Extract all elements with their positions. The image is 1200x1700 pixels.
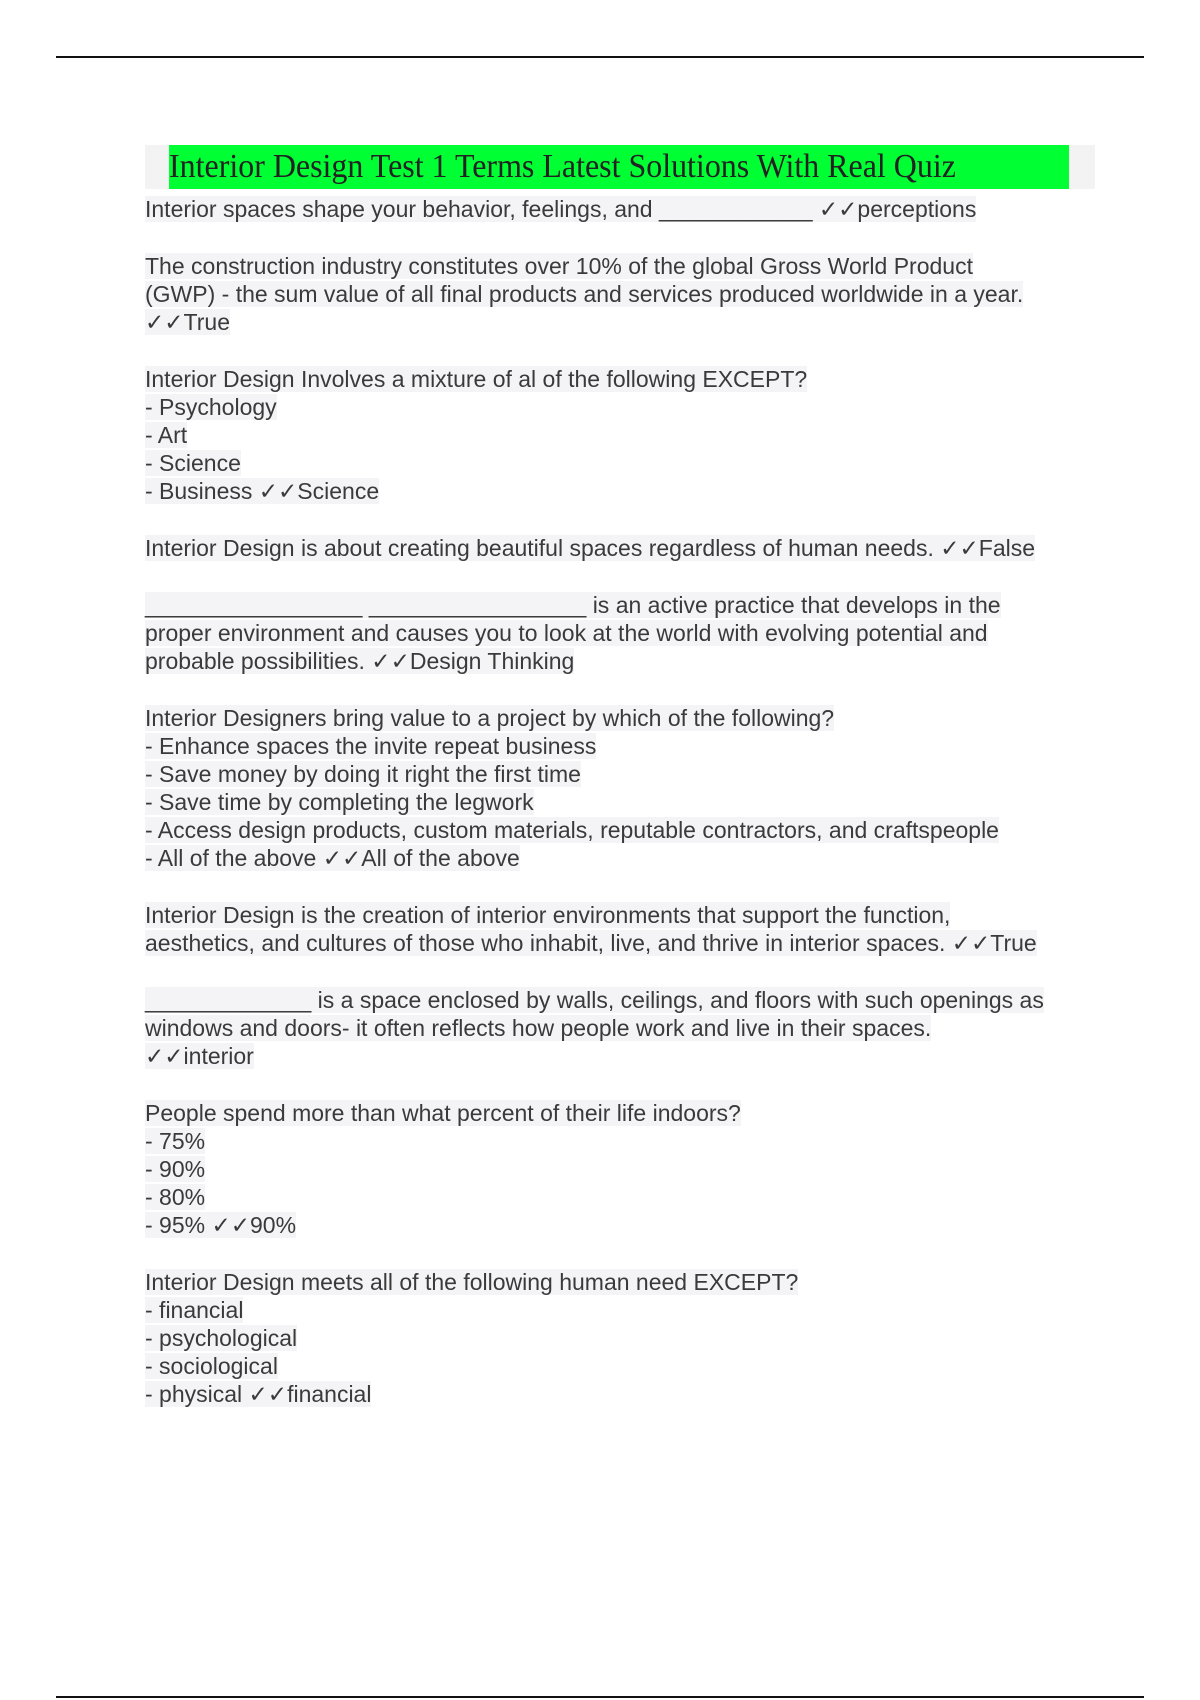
answer-line: - Business ✓✓Science xyxy=(145,478,380,504)
question-6 xyxy=(145,704,1095,872)
answer-line: - physical ✓✓financial xyxy=(145,1381,372,1407)
question-10 xyxy=(145,1268,1095,1408)
question-line: proper environment and causes you to look at the world with evolving potential and xyxy=(145,620,988,646)
question-line: The construction industry constitutes over 10% of the global Gross World Product xyxy=(145,253,973,279)
question-line: windows and doors- it often reflects how people work and live in their spaces. xyxy=(145,1015,932,1041)
question-9 xyxy=(145,1099,1095,1239)
question-2 xyxy=(145,252,1095,336)
document-body xyxy=(145,145,1095,1408)
question-line: Interior Design is about creating beautiful spaces regardless of human needs. ✓✓False xyxy=(145,535,1036,561)
question-line: (GWP) - the sum value of all final products and services produced worldwide in a year. xyxy=(145,281,1024,307)
answer-line: - All of the above ✓✓All of the above xyxy=(145,845,520,871)
option-line: - Access design products, custom materials, reputable contractors, and craftspeople xyxy=(145,817,999,843)
question-5 xyxy=(145,591,1095,675)
option-line: - sociological xyxy=(145,1353,278,1379)
question-line: _________________ _________________ is an active practice that develops in the xyxy=(145,592,1001,618)
question-line: People spend more than what percent of their life indoors? xyxy=(145,1100,741,1126)
option-line: - Science xyxy=(145,450,241,476)
document-title: Interior Design Test 1 Terms Latest Solutions With Real Quiz xyxy=(169,145,1069,189)
question-line: Interior Designers bring value to a project by which of the following? xyxy=(145,705,835,731)
question-line: Interior spaces shape your behavior, feelings, and ____________ ✓✓perceptions xyxy=(145,196,977,222)
question-line: Interior Design Involves a mixture of al of the following EXCEPT? xyxy=(145,366,808,392)
question-1 xyxy=(145,195,1095,223)
option-line: - 75% xyxy=(145,1128,206,1154)
option-line: - 80% xyxy=(145,1184,206,1210)
question-4 xyxy=(145,534,1095,562)
question-line: Interior Design is the creation of interior environments that support the function, xyxy=(145,902,951,928)
answer-line: aesthetics, and cultures of those who inhabit, live, and thrive in interior spaces. ✓✓True xyxy=(145,930,1037,956)
question-3 xyxy=(145,365,1095,505)
option-line: - 90% xyxy=(145,1156,206,1182)
answer-line: ✓✓True xyxy=(145,309,230,335)
question-8 xyxy=(145,986,1095,1070)
option-line: - Psychology xyxy=(145,394,277,420)
option-line: - Enhance spaces the invite repeat business xyxy=(145,733,597,759)
option-line: - Save money by doing it right the first time xyxy=(145,761,581,787)
option-line: - psychological xyxy=(145,1325,298,1351)
footer-rule xyxy=(56,1696,1144,1698)
question-7 xyxy=(145,901,1095,957)
question-line: _____________ is a space enclosed by walls, ceilings, and floors with such openings as xyxy=(145,987,1044,1013)
title-strip xyxy=(145,145,1095,189)
answer-line: probable possibilities. ✓✓Design Thinking xyxy=(145,648,575,674)
header-rule xyxy=(56,56,1144,58)
answer-line: - 95% ✓✓90% xyxy=(145,1212,297,1238)
question-line: Interior Design meets all of the following human need EXCEPT? xyxy=(145,1269,799,1295)
option-line: - financial xyxy=(145,1297,244,1323)
option-line: - Save time by completing the legwork xyxy=(145,789,534,815)
answer-line: ✓✓interior xyxy=(145,1043,254,1069)
option-line: - Art xyxy=(145,422,188,448)
